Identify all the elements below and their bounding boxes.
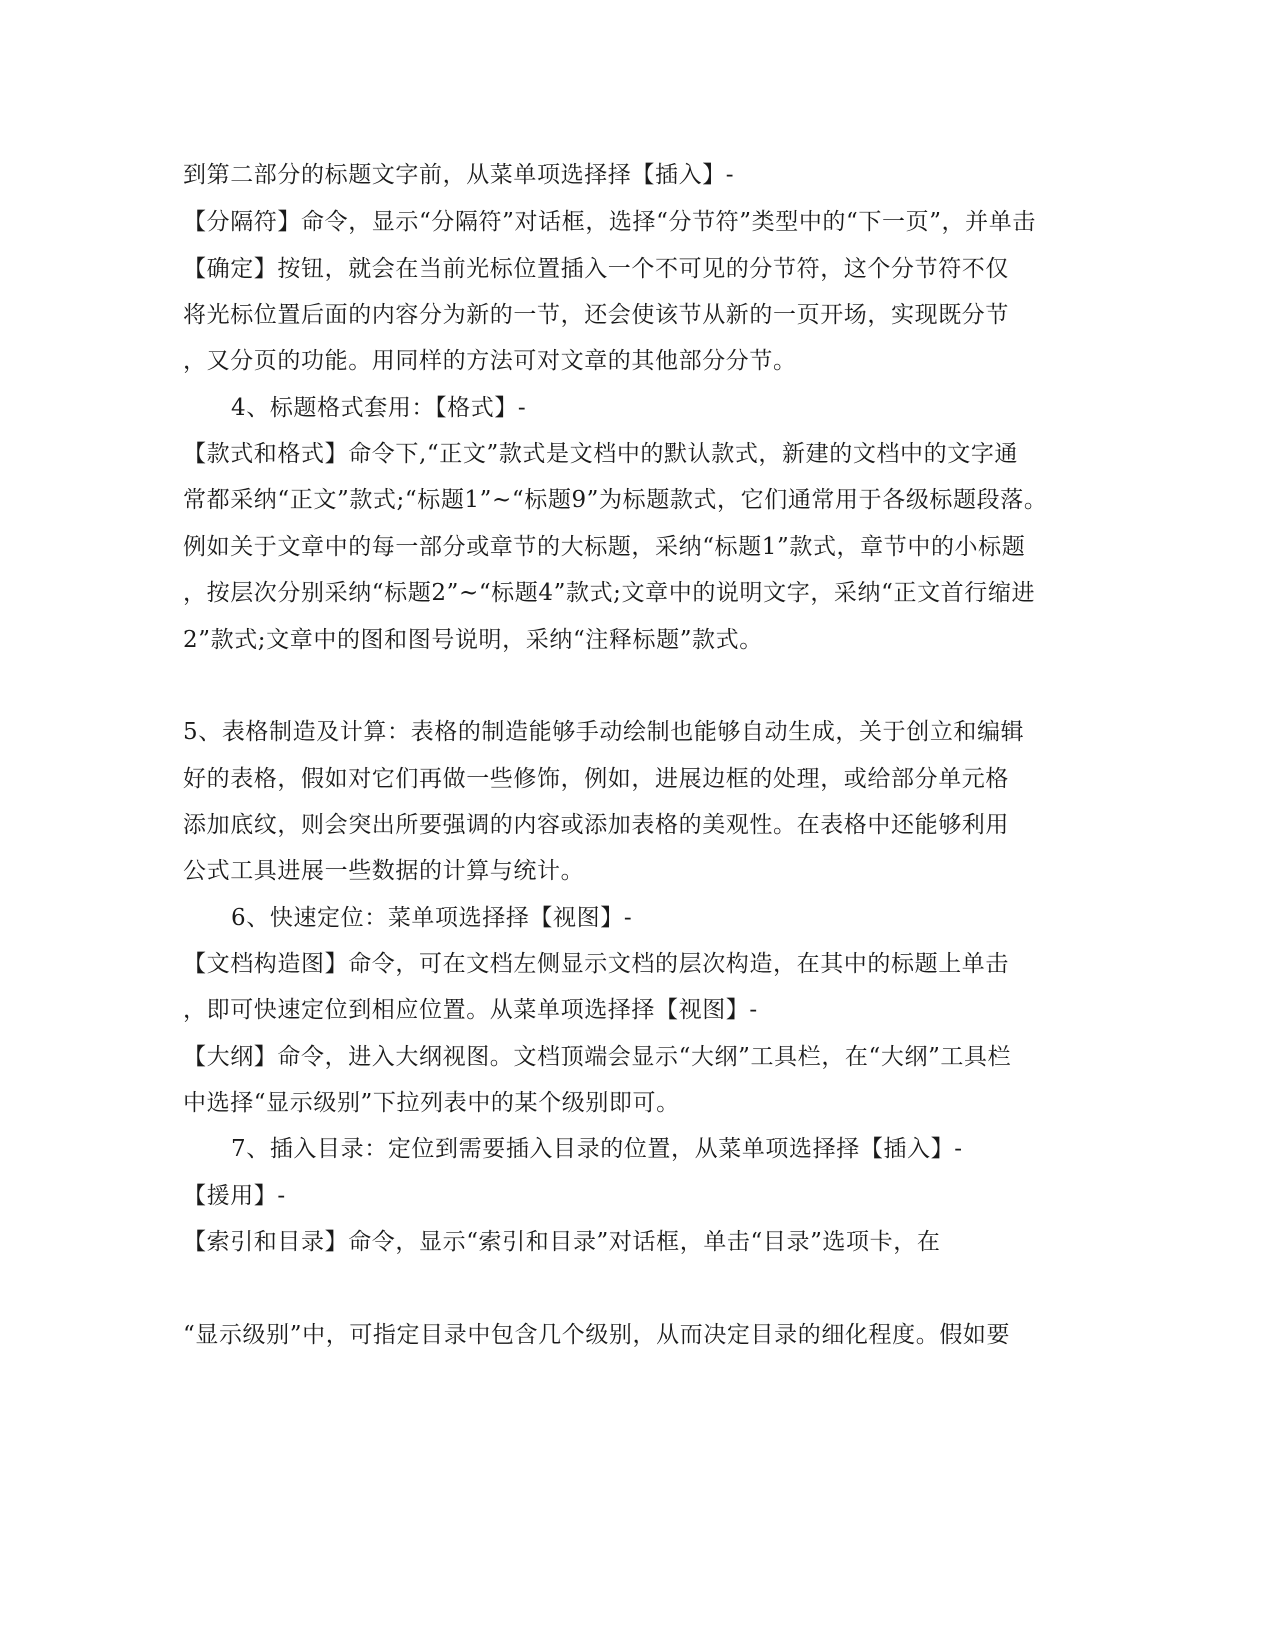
- section-heading-line: 6、快速定位：菜单项选择择【视图】-: [231, 905, 633, 931]
- text-line: 【索引和目录】命令，显示“索引和目录”对话框，单击“目录”选项卡，在: [183, 1229, 941, 1255]
- text-line: 中选择“显示级别”下拉列表中的某个级别即可。: [183, 1090, 680, 1116]
- text-line: 2”款式;文章中的图和图号说明，采纳“注释标题”款式。: [183, 627, 763, 653]
- text-line: “显示级别”中，可指定目录中包含几个级别，从而决定目录的细化程度。假如要: [183, 1322, 1011, 1348]
- text-line: 【分隔符】命令，显示“分隔符”对话框，选择“分节符”类型中的“下一页”，并单击: [183, 209, 1036, 235]
- text-line: 常都采纳“正文”款式;“标题1”~“标题9”为标题款式，它们通常用于各级标题段落。: [183, 487, 1048, 513]
- section-heading-line: 5、表格制造及计算：表格的制造能够手动绘制也能够自动生成，关于创立和编辑: [183, 719, 1025, 745]
- text-line: ，即可快速定位到相应位置。从菜单项选择择【视图】-: [183, 997, 758, 1023]
- text-line: 【文档构造图】命令，可在文档左侧显示文档的层次构造，在其中的标题上单击: [183, 951, 1009, 977]
- text-line: 【大纲】命令，进入大纲视图。文档顶端会显示“大纲”工具栏，在“大纲”工具栏: [183, 1044, 1012, 1070]
- section-heading-line: 4、标题格式套用：【格式】-: [231, 395, 527, 421]
- text-line: 公式工具进展一些数据的计算与统计。: [183, 858, 585, 884]
- text-line: 【款式和格式】命令下,“正文”款式是文档中的默认款式，新建的文档中的文字通: [183, 441, 1019, 467]
- text-line: 到第二部分的标题文字前，从菜单项选择择【插入】-: [183, 162, 735, 188]
- text-line: 【援用】-: [183, 1183, 286, 1209]
- text-line: ，又分页的功能。用同样的方法可对文章的其他部分分节。: [183, 348, 797, 374]
- section-heading-line: 7、插入目录：定位到需要插入目录的位置，从菜单项选择择【插入】-: [231, 1136, 963, 1162]
- text-line: 【确定】按钮，就会在当前光标位置插入一个不可见的分节符，这个分节符不仅: [183, 256, 1009, 282]
- text-line: 例如关于文章中的每一部分或章节的大标题，采纳“标题1”款式，章节中的小标题: [183, 534, 1026, 560]
- text-line: ，按层次分别采纳“标题2”~“标题4”款式;文章中的说明文字，采纳“正文首行缩进: [183, 580, 1036, 606]
- text-line: 将光标位置后面的内容分为新的一节，还会使该节从新的一页开场，实现既分节: [183, 302, 1009, 328]
- text-line: 好的表格，假如对它们再做一些修饰，例如，进展边框的处理，或给部分单元格: [183, 766, 1009, 792]
- text-line: 添加底纹，则会突出所要强调的内容或添加表格的美观性。在表格中还能够利用: [183, 812, 1009, 838]
